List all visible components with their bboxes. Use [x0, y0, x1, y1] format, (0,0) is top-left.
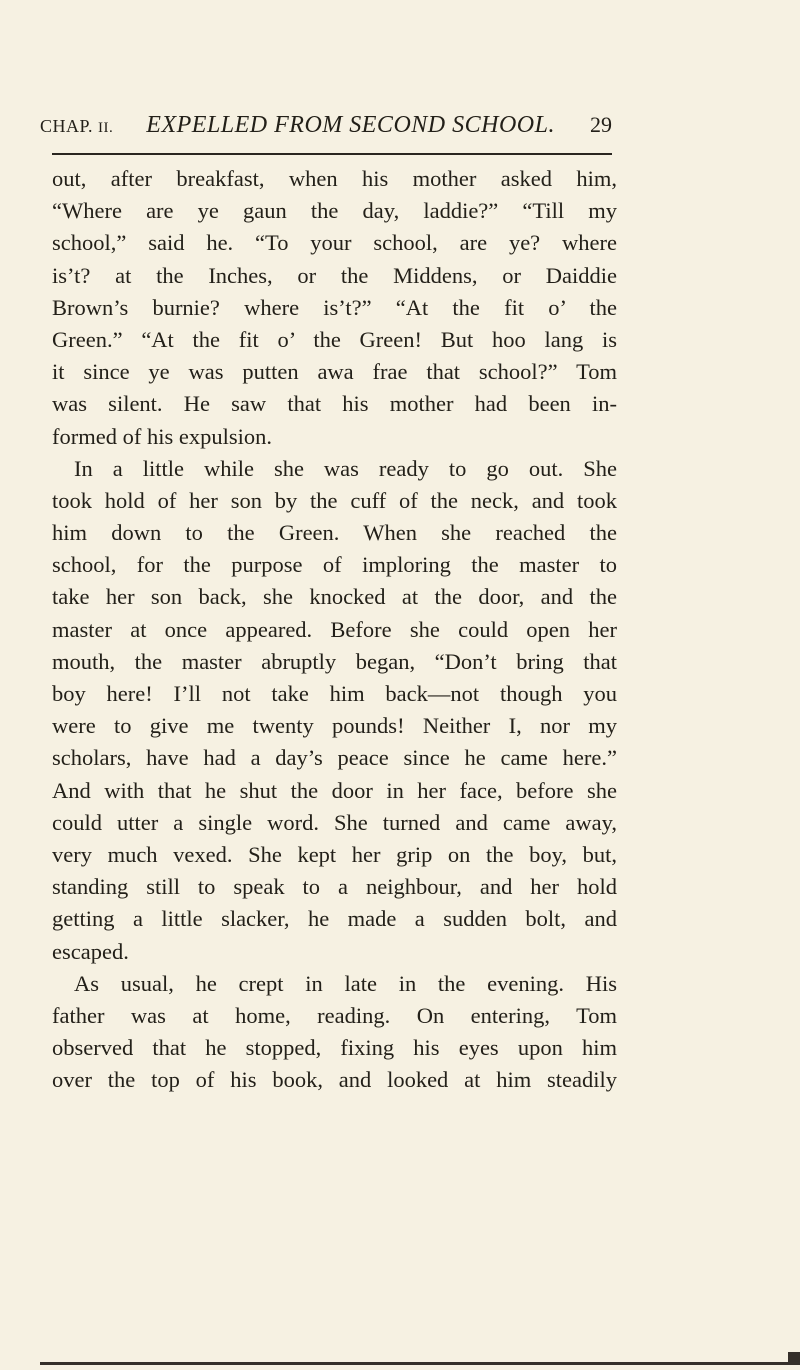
- text-line: could utter a single word. She turned and came away,: [52, 809, 617, 835]
- text-line: observed that he stopped, fixing his eyes upon him: [52, 1035, 617, 1061]
- body-text: [52, 163, 617, 1096]
- text-line: took hold of her son by the cuff of the neck, and took: [52, 487, 617, 513]
- page-bottom-edge: [40, 1362, 800, 1365]
- text-line: it since ye was putten awa frae that school?” Tom: [52, 359, 617, 385]
- paragraph-start-line: In a little while she was ready to go out. She: [74, 455, 617, 481]
- text-line: mouth, the master abruptly began, “Don’t bring that: [52, 648, 617, 674]
- text-line: very much vexed. She kept her grip on the boy, but,: [52, 841, 617, 867]
- text-line: escaped.: [52, 938, 129, 964]
- text-line: over the top of his book, and looked at him steadily: [52, 1067, 617, 1093]
- text-line: him down to the Green. When she reached the: [52, 520, 617, 546]
- text-line: is’t? at the Inches, or the Middens, or Daiddie: [52, 262, 617, 288]
- text-line: father was at home, reading. On entering, Tom: [52, 1002, 617, 1028]
- text-line: scholars, have had a day’s peace since he came here.”: [52, 745, 617, 771]
- corner-mark: [788, 1352, 800, 1365]
- header-rule: [52, 153, 612, 155]
- text-line: standing still to speak to a neighbour, and her hold: [52, 874, 617, 900]
- paragraph-start-line: As usual, he crept in late in the evening. His: [74, 970, 617, 996]
- text-line: out, after breakfast, when his mother asked him,: [52, 166, 617, 191]
- text-line: were to give me twenty pounds! Neither I, nor my: [52, 713, 617, 739]
- chapter-label: CHAP. II.: [40, 116, 114, 136]
- text-line: And with that he shut the door in her face, before she: [52, 777, 617, 803]
- text-line: formed of his expulsion.: [52, 423, 272, 449]
- text-line: school,” said he. “To your school, are ye? where: [52, 230, 617, 256]
- text-line: Green.” “At the fit o’ the Green! But hoo lang is: [52, 326, 617, 352]
- text-line: Brown’s burnie? where is’t?” “At the fit o’ the: [52, 294, 617, 320]
- running-title: EXPELLED FROM SECOND SCHOOL.: [146, 112, 555, 138]
- page-number: 29: [589, 112, 612, 137]
- running-header: [40, 112, 612, 139]
- text-line: master at once appeared. Before she could open her: [52, 616, 617, 642]
- text-line: school, for the purpose of imploring the master to: [52, 552, 617, 578]
- text-line: take her son back, she knocked at the door, and the: [52, 584, 617, 610]
- text-line: boy here! I’ll not take him back—not though you: [52, 681, 617, 706]
- text-line: getting a little slacker, he made a sudden bolt, and: [52, 906, 617, 932]
- text-line: was silent. He saw that his mother had been in-: [52, 391, 617, 417]
- text-line: “Where are ye gaun the day, laddie?” “Till my: [52, 198, 617, 224]
